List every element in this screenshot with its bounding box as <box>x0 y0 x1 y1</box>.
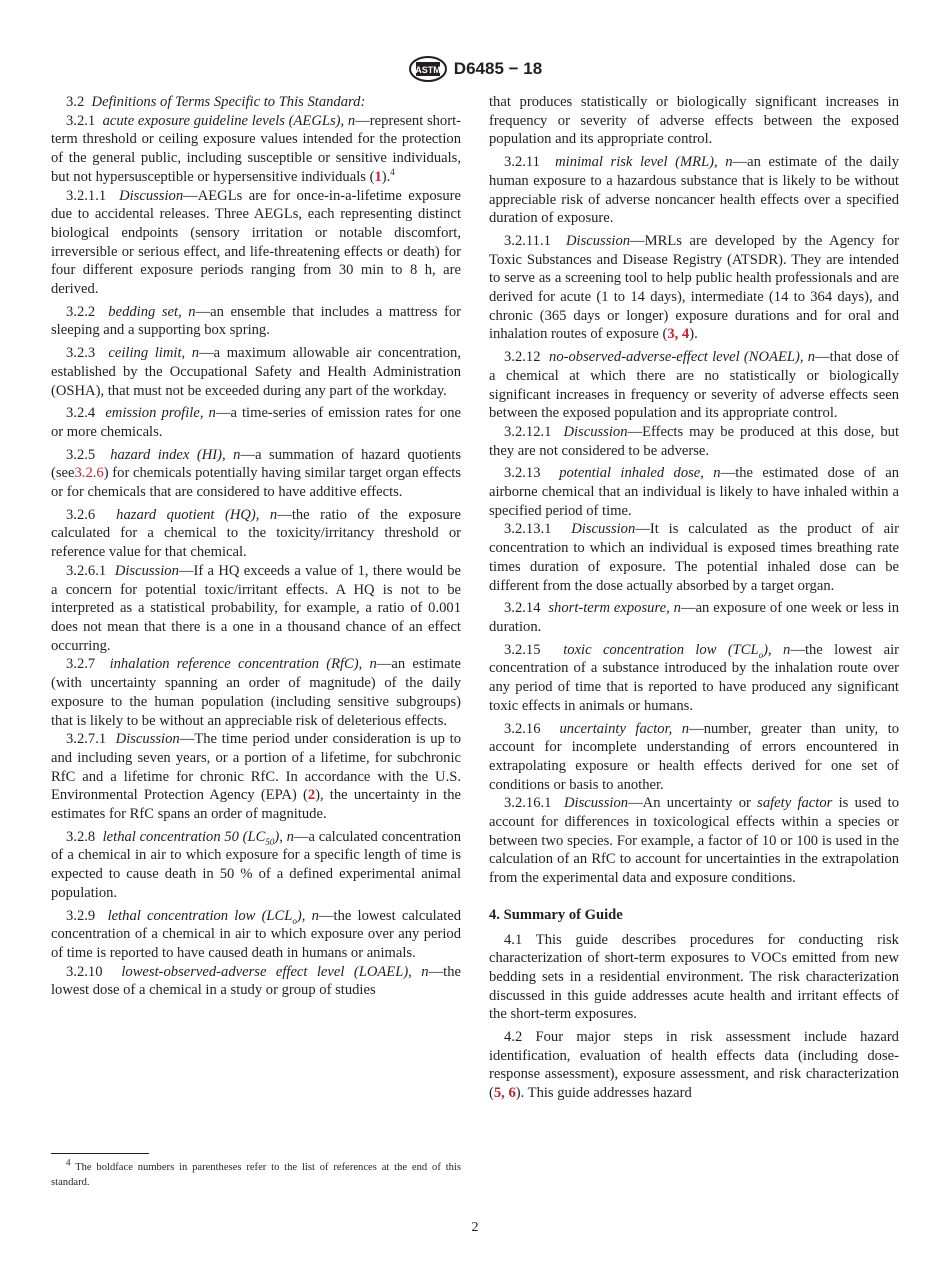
discussion-3-2-6-1: 3.2.6.1 Discussion—If a HQ exceeds a value of 1, there would be a concern for potential toxic/irritant effects. A HQ is not to be interpreted as a statistical probability, for example, a ratio of 0.001 does not mean that there is a one in a thousand chance of an effect occurring. <box>51 562 461 654</box>
definition-3-2-16: 3.2.16 uncertainty factor, n—number, greater than unity, to account for incomplete understanding of errors encountered in extrapolating exposure or health effects derived for one set of conditions or basis to another. <box>489 720 899 793</box>
page-number: 2 <box>471 1220 479 1235</box>
definition-3-2-11: 3.2.11 minimal risk level (MRL), n—an estimate of the daily human exposure to a hazardous substance that is likely to be without appreciable risk of adverse noncancer health effects over a specified duration of exposure. <box>489 154 899 227</box>
definition-3-2-2: 3.2.2 bedding set, n—an ensemble that includes a mattress for sleeping and a supporting box spring. <box>51 303 462 339</box>
discussion-3-2-1-1: 3.2.1.1 Discussion—AEGLs are for once-in-a-lifetime exposure due to accidental releases. Three AEGLs, each representing distinct biological endpoints (sensory irritation or notable discomfort, irreversible or serious effect, and life-threatening effects or death) for four different exposure periods ranging from 30 min to 8 h, are derived. <box>51 187 461 298</box>
definition-3-2-13: 3.2.13 potential inhaled dose, n—the estimated dose of an airborne chemical that an individual is likely to have inhaled within a specified period of time. <box>489 465 900 519</box>
definition-3-2-6: 3.2.6 hazard quotient (HQ), n—the ratio of the exposure calculated for a chemical to the toxicity/irritancy threshold or reference value for that chemical. <box>51 506 461 561</box>
definition-3-2-15: 3.2.15 toxic concentration low $(TCL_o)$, n—the lowest air concentration of a substance introduced by the inhalation route over any period of time that is reported to have produced any significant toxic effects in animals or humans. <box>489 641 899 714</box>
standard-designation: D6485 − 18 <box>453 59 543 78</box>
continued-paragraph: that produces statistically or biologically significant increases in frequency or severity of adverse effects between the exposed population and its appropriate control. <box>489 94 899 148</box>
section-3-2: 3.2 Definitions of Terms Specific to This Standard: <box>66 94 366 110</box>
definition-3-2-4: 3.2.4 emission profile, n—a time-series of emission rates for one or more chemicals. <box>51 405 461 440</box>
definition-3-2-8: 3.2.8 lethal concentration 50 $(LC_{50})$, n—a calculated concentration of a chemical in air to which exposure for a specific length of time is expected to cause death in 50 % of a defined experimental animal population. <box>51 828 461 901</box>
paragraph-4-1: 4.1 This guide describes procedures for conducting risk characterization of short-term exposures to VOCs emitted from new bedding sets in a residential environment. The risk characterization discussed in this guide addresses acute health and irritant effects of the short-term exposures. <box>489 931 899 1023</box>
footnote-divider <box>51 1153 149 1154</box>
discussion-3-2-11-1: 3.2.11.1 Discussion—MRLs are developed by the Agency for Toxic Substances and Disease Registry (ATSDR). They are intended to serve as a screening tool to help public health professionals and are derived for acute (1 to 14 days), intermediate (14 to 364 days), and chronic (365 days or longer) exposure durations and for oral and inhalation routes of exposure (3, 4). <box>489 232 900 343</box>
right-column <box>489 93 899 1103</box>
left-column <box>51 93 461 1000</box>
reference-link[interactable]: 3 <box>667 326 675 343</box>
reference-link[interactable]: 1 <box>374 168 382 185</box>
svg-text:ASTM: ASTM <box>415 65 441 75</box>
reference-link[interactable]: 4 <box>681 326 690 343</box>
astm-logo-icon <box>408 55 448 83</box>
definition-3-2-3: 3.2.3 ceiling limit, n—a maximum allowable air concentration, established by the Occupational Safety and Health Administration (OSHA), that must not be exceeded during any part of the workday. <box>51 345 461 399</box>
discussion-3-2-13-1: 3.2.13.1 Discussion—It is calculated as the product of air concentration to which an individual is exposed times breathing rate times duration of exposure. The potential inhaled dose can be different from the dose actually absorbed by a target organ. <box>489 521 899 594</box>
definition-3-2-9: 3.2.9 lethal concentration low $(LCL_o)$, n—the lowest calculated concentration of a chemical in air to which exposure over any period of time is reported to have caused death in humans or animals. <box>51 907 461 961</box>
definition-3-2-10: 3.2.10 lowest-observed-adverse effect level (LOAEL), n—the lowest dose of a chemical in a study or group of studies <box>51 963 461 999</box>
reference-link[interactable]: 6 <box>508 1085 516 1102</box>
definition-3-2-5: 3.2.5 hazard index (HI), n—a summation of hazard quotients (see3.2.6) for chemicals potentially having similar target organ effects or for chemicals that are considered to have additive effects. <box>51 446 462 501</box>
definition-3-2-1: 3.2.1 acute exposure guideline levels (AEGLs), n—represent short-term threshold or ceiling exposure values intended for the protection of the general public, including susceptible or sensitive individuals, but not hypersusceptible or hypersensitive individuals (1).$^4$ <box>51 112 462 185</box>
discussion-3-2-16-1: 3.2.16.1 Discussion—An uncertainty or safety factor is used to account for differences in toxicological effects within a species or between two species. For example, a factor of 10 or 100 is used in the calculation of an RfC to account for uncertainties in the extrapolation from the experimental data and exposure conditions. <box>489 795 899 887</box>
section-heading: 4. Summary of Guide <box>489 906 623 923</box>
definition-3-2-7: 3.2.7 inhalation reference concentration (RfC), n—an estimate (with uncertainty spanning an order of magnitude) of the daily exposure to the human population (including sensitive subgroups) that is likely to be without an appreciable risk of deleterious effects. <box>51 656 461 729</box>
discussion-3-2-7-1: 3.2.7.1 Discussion—The time period under consideration is up to and including seven years, or a portion of a lifetime, for subchronic RfC and a lifetime for chronic RfC. In accordance with the U.S. Environmental Protection Agency (EPA) (2), the uncertainty in the estimates for RfC spans an order of magnitude. <box>51 731 462 823</box>
paragraph-4-2: 4.2 Four major steps in risk assessment include hazard identification, evaluation of health effects data (including dose-response assessment), exposure assessment, and risk characterization (5, 6). This guide addresses hazard <box>489 1029 899 1102</box>
reference-link[interactable]: 2 <box>307 787 316 804</box>
definition-3-2-14: 3.2.14 short-term exposure, n—an exposure of one week or less in duration. <box>489 600 900 635</box>
cross-reference-link[interactable]: 3.2.6 <box>74 465 104 482</box>
footnote: $^4$ The boldface numbers in parentheses refer to the list of references at the end of this standard. <box>51 1157 461 1188</box>
discussion-3-2-12-1: 3.2.12.1 Discussion—Effects may be produced at this dose, but they are not considered to be adverse. <box>489 423 899 459</box>
definition-3-2-12: 3.2.12 no-observed-adverse-effect level (NOAEL), n—that dose of a chemical at which there are no statistically or biologically significant increases in frequency or severity of adverse effects seen between the exposed population and its appropriate control. <box>489 349 899 422</box>
reference-link[interactable]: 5 <box>493 1085 502 1102</box>
page-header <box>0 54 950 84</box>
footnote-marker: 4 <box>390 166 395 177</box>
